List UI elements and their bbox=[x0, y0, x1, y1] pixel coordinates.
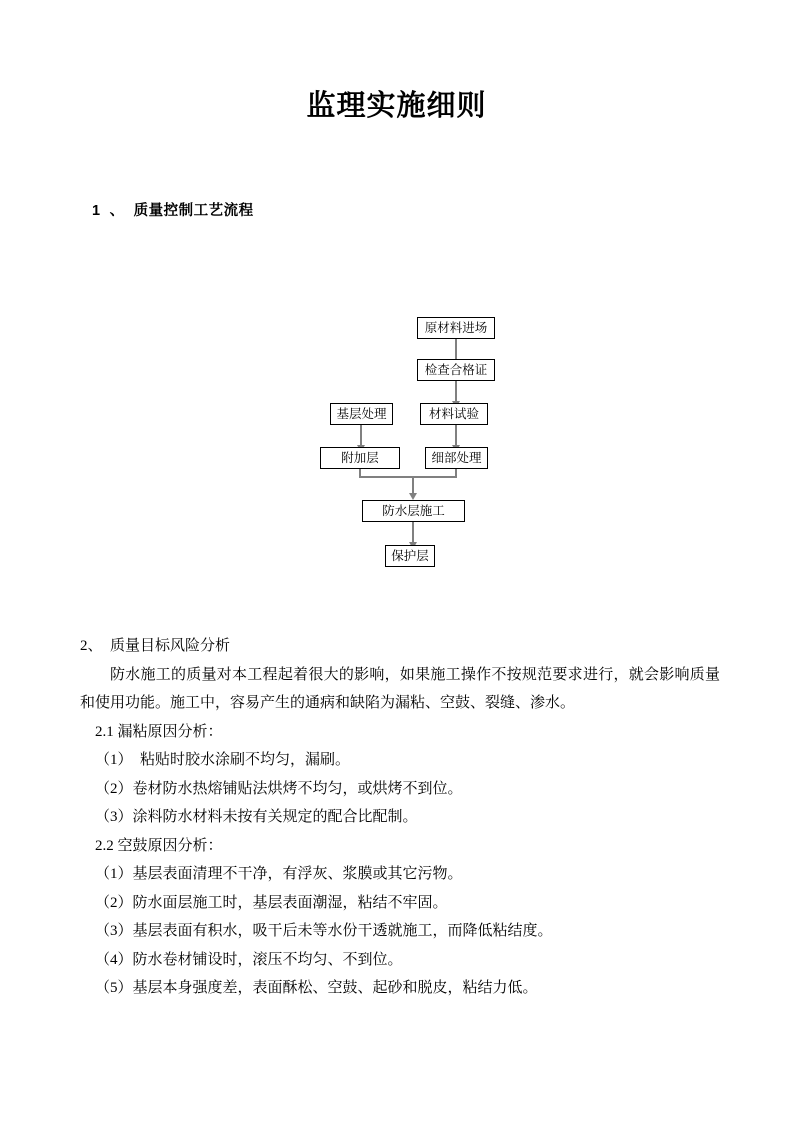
list-item: （4）防水卷材铺设时，滚压不均匀、不到位。 bbox=[95, 951, 403, 968]
flow-node-waterproof-construction: 防水层施工 bbox=[362, 500, 465, 522]
flow-node-base-treatment: 基层处理 bbox=[330, 403, 393, 425]
body-content bbox=[80, 632, 720, 1003]
flow-node-protection-layer: 保护层 bbox=[385, 545, 435, 567]
section-2-heading: 2、 质量目标风险分析 bbox=[80, 638, 231, 654]
flow-node-additional-layer: 附加层 bbox=[320, 447, 400, 469]
flow-node-material-test: 材料试验 bbox=[420, 403, 488, 425]
section-2-1-heading: 2.1 漏粘原因分析： bbox=[95, 723, 223, 740]
arrowhead-merge-to-waterproof bbox=[409, 493, 417, 500]
quality-control-flowchart bbox=[0, 310, 793, 575]
section-2-2-heading: 2.2 空鼓原因分析： bbox=[95, 837, 223, 854]
list-item: （1） 粘贴时胶水涂刷不均匀，漏刷。 bbox=[95, 752, 351, 768]
page-title: 监理实施细则 bbox=[306, 90, 487, 122]
section-2-intro-paragraph: 防水施工的质量对本工程起着很大的影响，如果施工操作不按规范要求进行，就会影响质量和使用功能。施工中，容易产生的通病和缺陷为漏粘、空鼓、裂缝、渗水。 bbox=[80, 666, 720, 711]
flow-node-detail-treatment: 细部处理 bbox=[425, 447, 488, 469]
flow-node-check-certificate: 检查合格证 bbox=[417, 359, 495, 381]
list-item: （5）基层本身强度差，表面酥松、空鼓、起砂和脱皮，粘结力低。 bbox=[95, 980, 538, 996]
list-item: （1）基层表面清理不干净，有浮灰、浆膜或其它污物。 bbox=[95, 866, 463, 882]
connector-merge-bus bbox=[359, 476, 457, 478]
flow-node-raw-material-entry: 原材料进场 bbox=[417, 317, 495, 339]
section-1-heading: 1 、 质量控制工艺流程 bbox=[92, 203, 254, 219]
list-item: （3）涂料防水材料未按有关规定的配合比配制。 bbox=[95, 809, 418, 825]
list-item: （2）防水面层施工时，基层表面潮湿，粘结不牢固。 bbox=[95, 894, 448, 911]
list-item: （3）基层表面有积水，吸干后未等水份干透就施工，而降低粘结度。 bbox=[95, 923, 553, 939]
list-item: （2）卷材防水热熔铺贴法烘烤不均匀，或烘烤不到位。 bbox=[95, 780, 463, 797]
